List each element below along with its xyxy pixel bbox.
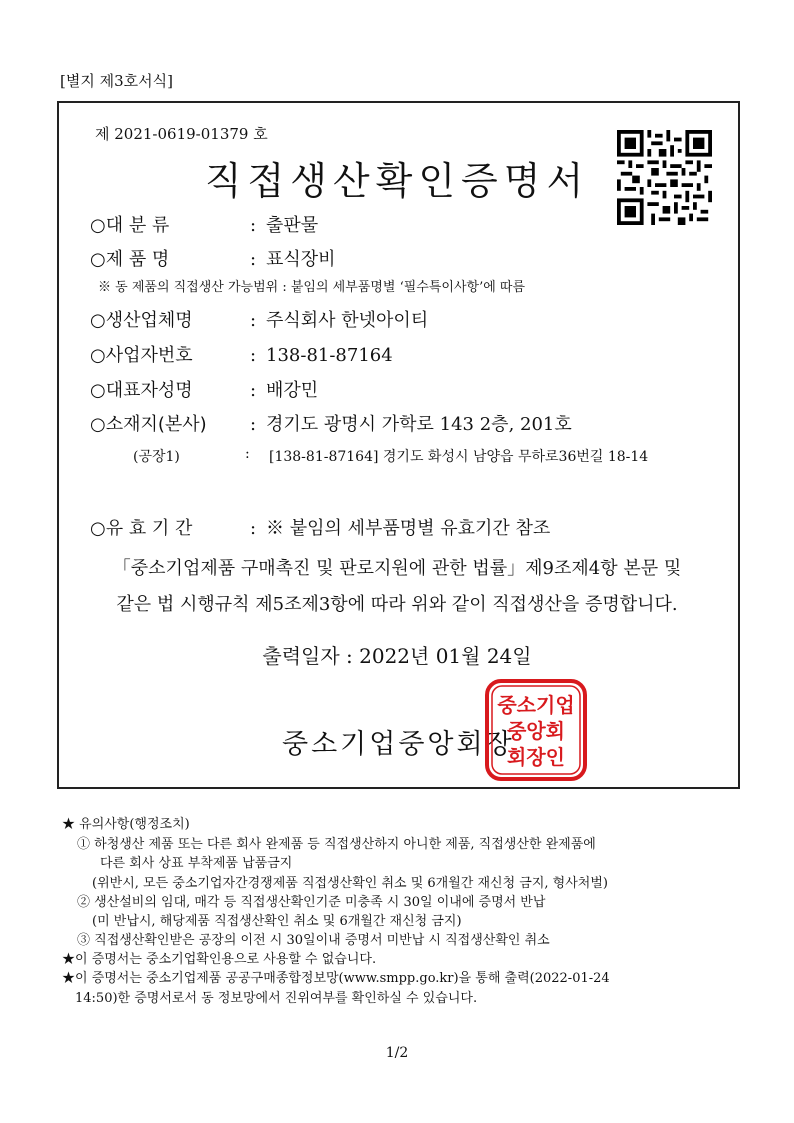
notice-item: ★이 증명서는 중소기업제품 공공구매종합정보망(www.smpp.go.kr)을 통해 출력(2022-01-24 <box>62 971 610 986</box>
field-colon: : <box>245 446 250 462</box>
notice-item: ② 생산설비의 임대, 매각 등 직접생산확인기준 미충족 시 30일 이내에 증명서 반납 <box>77 895 546 910</box>
page-number: 1/2 <box>385 1045 409 1061</box>
field-colon: : <box>249 249 257 270</box>
certificate-title: 직접생산확인증명서 <box>204 159 590 203</box>
svg-text:중소기업: 중소기업 <box>497 693 575 717</box>
field-validity-value: ※ 붙임의 세부품명별 유효기간 참조 <box>266 518 551 539</box>
statement-line-1: 「중소기업제품 구매촉진 및 판로지원에 관한 법률」제9조제4항 본문 및 <box>112 558 682 579</box>
scope-note: ※ 동 제품의 직접생산 가능범위 : 붙임의 세부품명별 ‘필수특이사항’에 따름 <box>98 280 526 295</box>
certificate-number: 제 2021-0619-01379 호 <box>95 125 268 143</box>
field-product <box>90 245 336 271</box>
field-company-value: 주식회사 한넷아이티 <box>266 310 429 331</box>
notice-item: (미 반납시, 해당제품 직접생산확인 취소 및 6개월간 재신청 금지) <box>92 914 462 929</box>
field-business-number <box>90 341 393 367</box>
field-representative-label: ○대표자성명 <box>90 380 193 401</box>
field-colon: : <box>249 215 257 236</box>
field-address-value: 경기도 광명시 가학로 143 2층, 201호 <box>266 414 572 435</box>
field-category <box>90 211 318 237</box>
qr-code-icon <box>617 130 712 225</box>
field-representative <box>90 376 318 402</box>
field-colon: : <box>249 380 257 401</box>
issue-date: 출력일자 : 2022년 01월 24일 <box>262 644 532 668</box>
field-validity-label: ○유 효 기 간 <box>90 518 193 539</box>
field-colon: : <box>249 310 257 331</box>
factory-value: [138-81-87164] 경기도 화성시 남양읍 무하로36번길 18-14 <box>269 449 649 465</box>
factory-row <box>133 446 648 466</box>
field-address-label: ○소재지(본사) <box>90 414 207 435</box>
field-product-label: ○제 품 명 <box>90 249 170 270</box>
field-product-value: 표식장비 <box>266 249 336 270</box>
field-address <box>90 410 572 436</box>
field-category-value: 출판물 <box>266 215 319 236</box>
notice-item: ③ 직접생산확인받은 공장의 이전 시 30일이내 증명서 미반납 시 직접생산확인 취소 <box>77 933 550 948</box>
field-colon: : <box>249 414 257 435</box>
notice-heading: ★ 유의사항(행정조치) <box>62 817 190 832</box>
official-seal-icon <box>484 678 588 782</box>
form-label: [별지 제3호서식] <box>60 72 173 90</box>
notice-item: 14:50)한 증명서로서 동 정보망에서 진위여부를 확인하실 수 있습니다. <box>75 991 478 1006</box>
statement-line-2: 같은 법 시행규칙 제5조제3항에 따라 위와 같이 직접생산을 증명합니다. <box>116 594 678 615</box>
field-business-number-value: 138-81-87164 <box>266 345 393 366</box>
field-representative-value: 배강민 <box>266 380 319 401</box>
field-validity <box>90 514 550 540</box>
notice-item: (위반시, 모든 중소기업자간경쟁제품 직접생산확인 취소 및 6개월간 재신청 금지, 형사처벌) <box>92 876 608 891</box>
field-category-label: ○대 분 류 <box>90 215 170 236</box>
notice-item: ① 하청생산 제품 또는 다른 회사 완제품 등 직접생산하지 아니한 제품, 직접생산한 완제품에 <box>77 837 596 852</box>
factory-label: (공장1) <box>133 449 180 465</box>
field-colon: : <box>249 518 257 539</box>
notice-item: ★이 증명서는 중소기업확인용으로 사용할 수 없습니다. <box>62 952 377 967</box>
svg-text:중앙회: 중앙회 <box>507 719 565 743</box>
issuer-name: 중소기업중앙회장 <box>282 729 515 760</box>
field-business-number-label: ○사업자번호 <box>90 345 193 366</box>
svg-text:회장인: 회장인 <box>507 745 565 769</box>
field-colon: : <box>249 345 257 366</box>
field-company <box>90 306 428 332</box>
notice-item: 다른 회사 상표 부착제품 납품금지 <box>100 856 293 871</box>
field-company-label: ○생산업체명 <box>90 310 193 331</box>
